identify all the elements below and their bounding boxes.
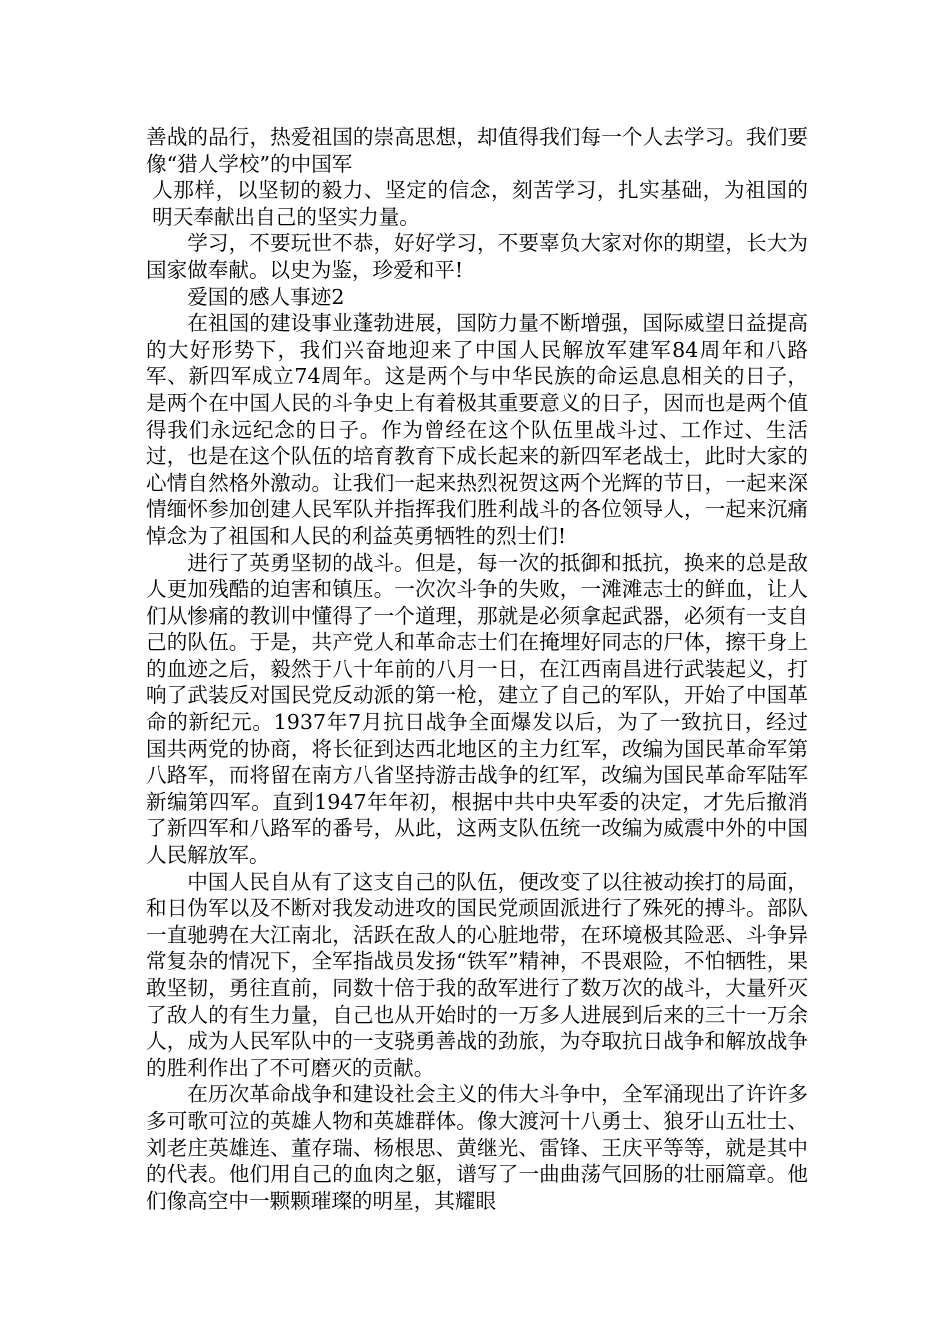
paragraph-heroes: 在历次革命战争和建设社会主义的伟大斗争中，全军涌现出了许许多多可歌可泣的英雄人物和英雄群体。像大渡河十八勇士、狼牙山五壮士、刘老庄英雄连、董存瑞、杨根思、黄继光、雷锋、王庆平等等，就是其中的代表。他们用自己的血肉之躯，谱写了一曲曲荡气回肠的壮丽篇章。他们像高空中一颗颗璀璨的明星，其耀眼 — [146, 1082, 808, 1213]
paragraph-army: 中国人民自从有了这支自己的队伍，便改变了以往被动挨打的局面，和日伪军以及不断对我发动进攻的国民党顽固派进行了殊死的搏斗。部队一直驰骋在大江南北，活跃在敌人的心脏地带，在环境极其险恶、斗争异常复杂的情况下，全军指战员发扬“铁军”精神，不畏艰险，不怕牺牲，果敢坚韧，勇往直前，同数十倍于我的敌军进行了数万次的战斗，大量歼灭了敌人的有生力量，自己也从开始时的一万多人进展到后来的三十一万余人，成为人民军队中的一支骁勇善战的劲旅，为夺取抗日战争和解放战争的胜利作出了不可磨灭的贡献。 — [146, 869, 808, 1080]
paragraph-continuation: 善战的品行，热爱祖国的崇高思想，却值得我们每一个人去学习。我们要像“猎人学校”的中国军 — [146, 125, 808, 176]
paragraph-continuation-2: 人那样，以坚韧的毅力、坚定的信念，刻苦学习，扎实基础，为祖国的明天奉献出自己的坚实力量。 — [152, 178, 808, 229]
paragraph-study: 学习，不要玩世不恭，好好学习，不要辜负大家对你的期望，长大为国家做奉献。以史为鉴，珍爱和平! — [146, 231, 808, 282]
document-page — [146, 124, 808, 1214]
paragraph-anniversary: 在祖国的建设事业蓬勃进展，国防力量不断增强，国际威望日益提高的大好形势下，我们兴奋地迎来了中国人民解放军建军84周年和八路军、新四军成立74周年。这是两个与中华民族的命运息息相关的日子，是两个在中国人民的斗争史上有着极其重要意义的日子，因而也是两个值得我们永远纪念的日子。作为曾经在这个队伍里战斗过、工作过、生活过，也是在这个队伍的培育教育下成长起来的新四军老战士，此时大家的心情自然格外激动。让我们一起来热烈祝贺这两个光辉的节日，一起来深情缅怀参加创建人民军队并指挥我们胜利战斗的各位领导人，一起来沉痛悼念为了祖国和人民的利益英勇牺牲的烈士们! — [146, 311, 808, 548]
section-heading: 爱国的感人事迹2 — [187, 284, 345, 309]
paragraph-history: 进行了英勇坚韧的战斗。但是，每一次的抵御和抵抗，换来的总是敌人更加残酷的迫害和镇压。一次次斗争的失败，一滩滩志士的鲜血，让人们从惨痛的教训中懂得了一个道理，那就是必须拿起武器，必须有一支自己的队伍。于是，共产党人和革命志士们在掩埋好同志的尸体，擦干身上的血迹之后，毅然于八十年前的八月一日，在江西南昌进行武装起义，打响了武装反对国民党反动派的第一枪，建立了自己的军队，开始了中国革命的新纪元。1937年7月抗日战争全面爆发以后，为了一致抗日，经过国共两党的协商，将长征到达西北地区的主力红军，改编为国民革命军第八路军，而将留在南方八省坚持游击战争的红军，改编为国民革命军陆军新编第四军。直到1947年年初，根据中共中央军委的决定，才先后撤消了新四军和八路军的番号，从此，这两支队伍统一改编为威震中外的中国人民解放军。 — [146, 550, 808, 868]
